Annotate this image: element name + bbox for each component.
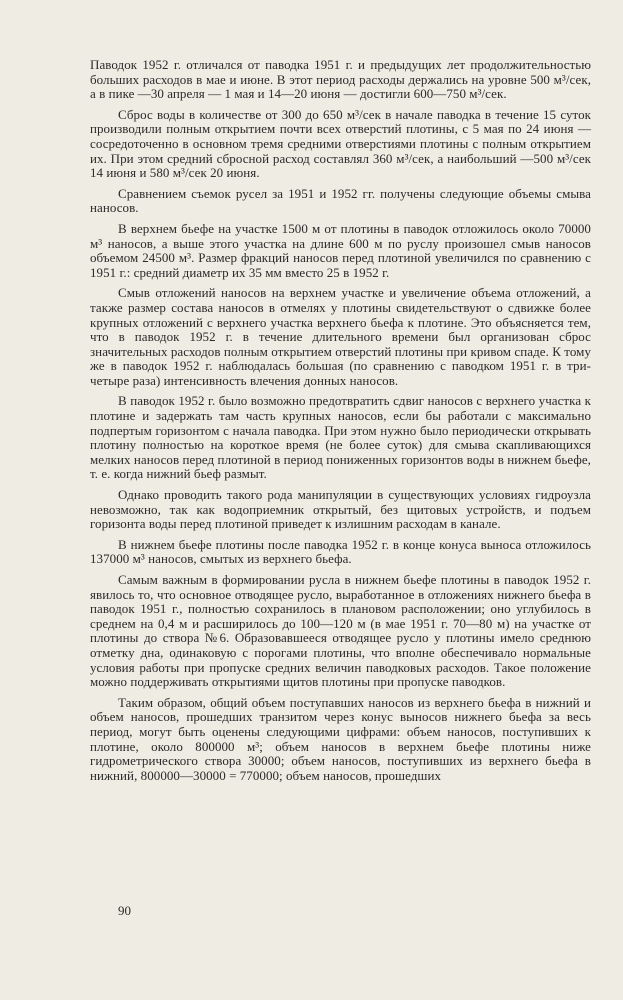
paragraph-4: В верхнем бьефе на участке 1500 м от плотины в паводок отложилось около 70000 м³ наносов, а выше этого участка на длине 600 м по руслу произошел смыв наносов объемом 24500 м³. Размер фракций наносов перед плотиной увеличился по сравнению с 1951 г.: средний диаметр их 35 мм вместо 25 в 1952 г. [90,220,591,280]
paragraph-10: Таким образом, общий объем поступавших наносов из верхнего бьефа в нижний и объем наносов, прошедших транзитом через конус выносов нижнего бьефа за весь период, могут быть оценены следующими цифрами: объем наносов, поступивших к плотине, около 800000 м³; объем наносов в верхнем бьефе плотины ниже гидрометрического створа 30000; объем наносов, поступивших из верхнего бьефа в нижний, 800000—30000 = 770000; объем наносов, прошедших [90,694,591,783]
paragraph-6: В паводок 1952 г. было возможно предотвратить сдвиг наносов с верхнего участка к плотине и задержать там часть крупных наносов, если бы работали с максимально подпертым горизонтом с начала паводка. При этом нужно было периодически открывать плотину полностью на короткое время (не более суток) для смыва скапливающихся мелких наносов перед плотиной в период пониженных горизонтов воды в нижнем бьефе, т. е. когда нижний бьеф размыт. [90,393,591,482]
body-text [90,58,591,783]
page-number: 90 [118,903,132,918]
paragraph-8: В нижнем бьефе плотины после паводка 1952 г. в конце конуса выноса отложилось 137000 м³ наносов, смытых из верхнего бьефа. [90,536,591,567]
paragraph-7: Однако проводить такого рода манипуляции в существующих условиях гидроузла невозможно, так как водоприемник открытый, без щитовых устройств, и подъем горизонта воды перед плотиной приведет к излишним расходам в канале. [90,487,591,532]
paragraph-5: Смыв отложений наносов на верхнем участке и увеличение объема отложений, а также размер состава наносов в отмелях у плотины свидетельствуют о сдвижке более крупных отложений с верхнего участка верхнего бьефа к плотине. Это объясняется тем, что в паводок 1952 г. в течение длительного времени был организован сброс значительных расходов полным открытием отверстий плотины при кривом спаде. К тому же в паводок 1952 г. наблюдалась большая (по сравнению с паводком 1951 г. в три-четыре раза) интенсивность влечения донных наносов. [90,285,591,388]
paragraph-1: Паводок 1952 г. отличался от паводка 1951 г. и предыдущих лет продолжительностью больших расходов в мае и июне. В этот период расходы держались на уровне 500 м³/сек, а в пике —30 апреля — 1 мая и 14—20 июня — достигли 600—750 м³/сек. [90,57,591,102]
paragraph-2: Сброс воды в количестве от 300 до 650 м³/сек в начале паводка в течение 15 суток производили полным открытием почти всех отверстий плотины, с 5 мая по 24 июня — сосредоточенно в основном тремя средними отверстиями плотины с полным открытием их. При этом средний сбросной расход составлял 360 м³/сек, а наибольший —500 м³/сек 14 июня и 580 м³/сек 20 июня. [90,106,591,181]
paragraph-3: Сравнением съемок русел за 1951 и 1952 гг. получены следующие объемы смыва наносов. [90,185,591,216]
paragraph-9: Самым важным в формировании русла в нижнем бьефе плотины в паводок 1952 г. явилось то, что основное отводящее русло, выработанное в отложениях нижнего бьефа в паводок 1951 г., полностью сохранилось в плановом расположении; оно углубилось в среднем на 0,4 м и расширилось до 100—120 м (в мае 1951 г. 70—80 м) на участке от плотины до створа №6. Образовавшееся отводящее русло у плотины имело среднюю отметку дна, одинаковую с порогами плотины, что вполне обеспечивало нормальные условия работы при пропуске средних величин паводковых расходов. Такое положение можно поддерживать открытиями щитов плотины при пропуске паводков. [90,572,591,690]
